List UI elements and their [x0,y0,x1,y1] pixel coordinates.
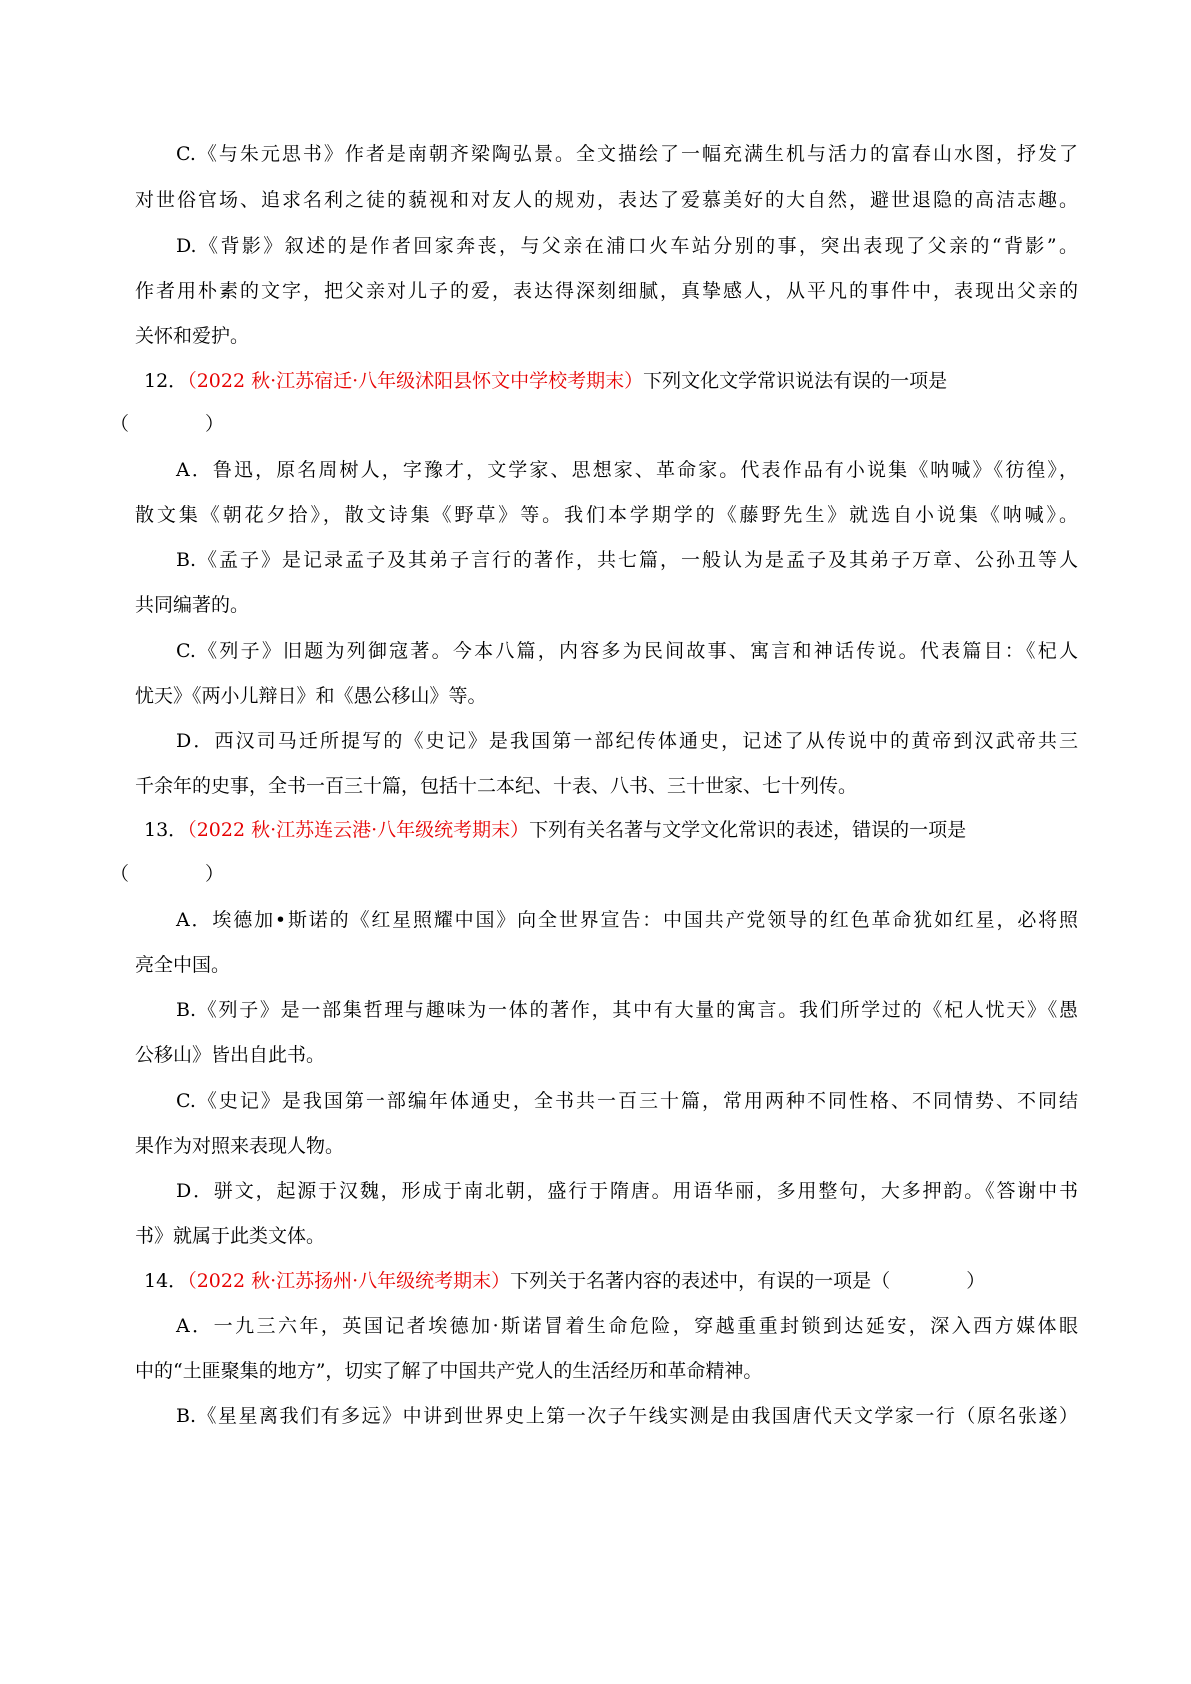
q12-option-b-line-2: 共同编著的。 [135,594,250,616]
q14-source: （2022 秋·江苏扬州·八年级统考期末） [187,1270,511,1292]
q14-stem [144,1266,1084,1296]
q12-source: （2022 秋·江苏宿迁·八年级沭阳县怀文中学校考期末） [187,370,644,392]
q13-option-b-line-2: 公移山》皆出自此书。 [135,1044,326,1066]
paren-open: （ [110,863,130,885]
q13-stem [144,815,1084,845]
q12-option-a-line-2: 散文集《朝花夕拾》，散文诗集《野草》等。我们本学期学的《藤野先生》就选自小说集《呐喊》。 [135,504,1078,526]
q11-option-d-line-2: 作者用朴素的文字，把父亲对儿子的爱，表达得深刻细腻，真挚感人，从平凡的事件中，表现出父亲的 [135,280,1078,302]
q12-answer-blank [110,409,1040,439]
q13-option-c-line-1: C.《史记》是我国第一部编年体通史，全书共一百三十篇，常用两种不同性格、不同情势、不同结 [176,1090,1078,1112]
q12-stem-text: 下列文化文学常识说法有误的一项是 [643,370,948,392]
q14-option-a-line-2: 中的“土匪聚集的地方”，切实了解了中国共产党人的生活经历和革命精神。 [135,1360,763,1382]
q11-option-c-line-1: C.《与朱元思书》作者是南朝齐梁陶弘景。全文描绘了一幅充满生机与活力的富春山水图，抒发了 [176,143,1078,165]
q13-option-a-line-2: 亮全中国。 [135,954,231,976]
q11-option-d-line-1: D.《背影》叙述的是作者回家奔丧，与父亲在浦口火车站分别的事，突出表现了父亲的“背影”。 [176,235,1078,257]
q14-option-a-line-1: A．一九三六年，英国记者埃德加·斯诺冒着生命危险，穿越重重封锁到达延安，深入西方媒体眼 [176,1315,1078,1337]
q11-option-d-line-3: 关怀和爱护。 [135,325,250,347]
q14-option-b-line-1: B.《星星离我们有多远》中讲到世界史上第一次子午线实测是由我国唐代天文学家一行（原名张遂） [176,1405,1078,1427]
q13-stem-text: 下列有关名著与文学文化常识的表述，错误的一项是 [529,819,967,841]
q12-option-d-line-2: 千余年的史事，全书一百三十篇，包括十二本纪、十表、八书、三十世家、七十列传。 [135,775,858,797]
q13-option-b-line-1: B.《列子》是一部集哲理与趣味为一体的著作，其中有大量的寓言。我们所学过的《杞人忧天》《愚 [176,999,1078,1021]
q11-option-c-line-2: 对世俗官场、追求名利之徒的藐视和对友人的规劝，表达了爱慕美好的大自然，避世退隐的高洁志趣。 [135,189,1078,211]
q14-stem-text: 下列关于名著内容的表述中，有误的一项是（ [510,1270,891,1292]
q13-option-c-line-2: 果作为对照来表现人物。 [135,1135,345,1157]
paren-close: ） [205,413,225,435]
q12-number: 12． [144,370,188,392]
q13-option-d-line-2: 书》就属于此类文体。 [135,1225,326,1247]
q12-option-b-line-1: B.《孟子》是记录孟子及其弟子言行的著作，共七篇，一般认为是孟子及其弟子万章、公孙丑等人 [176,549,1078,571]
q12-option-a-line-1: A．鲁迅，原名周树人，字豫才，文学家、思想家、革命家。代表作品有小说集《呐喊》《彷徨》， [176,459,1078,481]
q14-number: 14． [144,1270,188,1292]
q12-stem [144,366,1084,396]
paren-open: （ [110,413,130,435]
q12-option-d-line-1: D．西汉司马迁所提写的《史记》是我国第一部纪传体通史，记述了从传说中的黄帝到汉武帝共三 [176,730,1078,752]
q13-option-a-line-1: A．埃德加•斯诺的《红星照耀中国》向全世界宣告：中国共产党领导的红色革命犹如红星，必将照 [176,909,1078,931]
q13-answer-blank [110,859,1040,889]
q13-option-d-line-1: D．骈文，起源于汉魏，形成于南北朝，盛行于隋唐。用语华丽，多用整句，大多押韵。《答谢中书 [176,1180,1078,1202]
q13-source: （2022 秋·江苏连云港·八年级统考期末） [187,819,530,841]
paren-close: ） [205,863,225,885]
q12-option-c-line-1: C.《列子》旧题为列御寇著。今本八篇，内容多为民间故事、寓言和神话传说。代表篇目：《杞人 [176,640,1078,662]
q12-option-c-line-2: 忧天》《两小儿辩日》和《愚公移山》等。 [135,685,487,707]
q13-number: 13． [144,819,188,841]
paren-close: ） [966,1270,986,1292]
